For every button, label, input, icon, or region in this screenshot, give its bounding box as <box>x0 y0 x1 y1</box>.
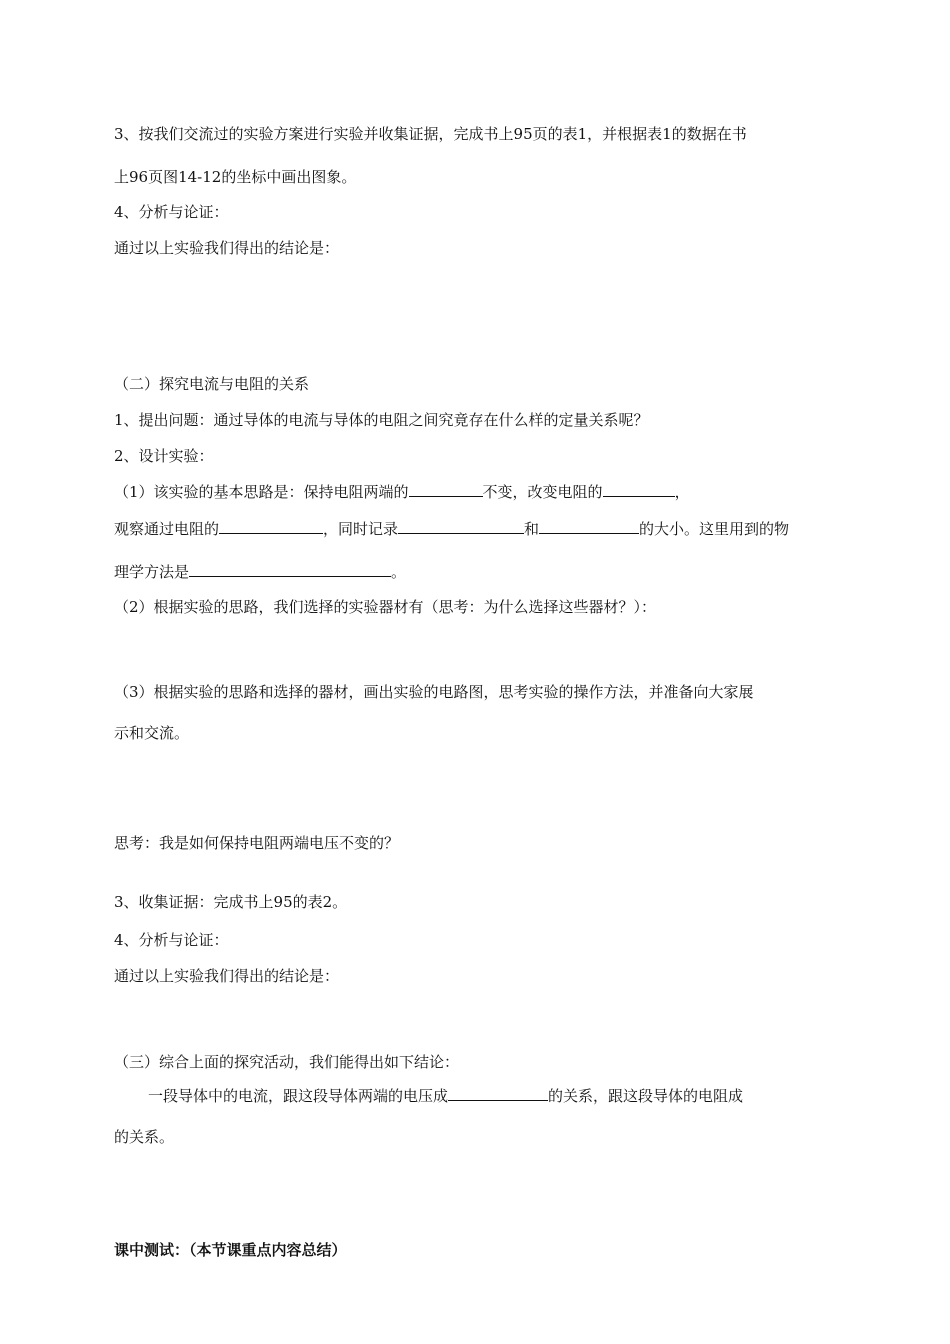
design-idea-line3 <box>114 561 406 582</box>
blank-record-1[interactable] <box>398 518 524 534</box>
blank-record-2[interactable] <box>539 518 639 534</box>
step3-line1: 3、按我们交流过的实验方案进行实验并收集证据，完成书上95页的表1，并根据表1的数据在书 <box>114 125 747 143</box>
blank-observed-quantity[interactable] <box>219 518 323 534</box>
blank-voltage-relation[interactable] <box>448 1085 548 1101</box>
in-class-test-label: 课中测试：（本节课重点内容总结） <box>114 1241 347 1259</box>
design-idea-text-i: 。 <box>391 563 407 581</box>
blank-kept-constant[interactable] <box>409 481 483 497</box>
design-idea-text-c: ， <box>674 483 690 501</box>
design-idea-text-a: （1）该实验的基本思路是：保持电阻两端的 <box>114 483 409 501</box>
section3-heading: （三）综合上面的探究活动，我们能得出如下结论： <box>114 1053 460 1071</box>
summary-text-a: 一段导体中的电流，跟这段导体两端的电压成 <box>148 1087 449 1105</box>
section2-heading: （二）探究电流与电阻的关系 <box>114 375 310 393</box>
step3-line2: 上96页图14-12的坐标中画出图象。 <box>114 168 357 186</box>
step4-heading: 4、分析与论证： <box>114 203 229 221</box>
circuit-prompt-line1: （3）根据实验的思路和选择的器材，画出实验的电路图，思考实验的操作方法，并准备向大家展 <box>114 683 754 701</box>
design-idea-line1 <box>114 481 690 502</box>
section2-design: 2、设计实验： <box>114 447 214 465</box>
summary-line1 <box>148 1085 743 1106</box>
design-idea-text-b: 不变，改变电阻的 <box>482 483 603 501</box>
equipment-prompt: （2）根据实验的思路，我们选择的实验器材有（思考：为什么选择这些器材？）： <box>114 598 657 616</box>
section2-question: 1、提出问题：通过导体的电流与导体的电阻之间究竟存在什么样的定量关系呢？ <box>114 411 649 429</box>
conclusion-prompt-2: 通过以上实验我们得出的结论是： <box>114 967 340 985</box>
circuit-prompt-line2: 示和交流。 <box>114 724 190 742</box>
blank-changed-quantity[interactable] <box>603 481 675 497</box>
design-idea-text-d: 观察通过电阻的 <box>114 520 220 538</box>
think-question: 思考：我是如何保持电阻两端电压不变的？ <box>114 834 400 852</box>
conclusion-prompt-1: 通过以上实验我们得出的结论是： <box>114 239 340 257</box>
design-idea-text-e: ，同时记录 <box>323 520 399 538</box>
collect-evidence: 3、收集证据：完成书上95的表2。 <box>114 893 348 911</box>
design-idea-text-f: 和 <box>524 520 540 538</box>
summary-text-b: 的关系，跟这段导体的电阻成 <box>548 1087 744 1105</box>
design-idea-text-g: 的大小。这里用到的物 <box>639 520 790 538</box>
summary-line2: 的关系。 <box>114 1128 175 1146</box>
blank-method[interactable] <box>189 561 391 577</box>
design-idea-text-h: 理学方法是 <box>114 563 190 581</box>
design-idea-line2 <box>114 518 789 539</box>
analysis-heading: 4、分析与论证： <box>114 931 229 949</box>
